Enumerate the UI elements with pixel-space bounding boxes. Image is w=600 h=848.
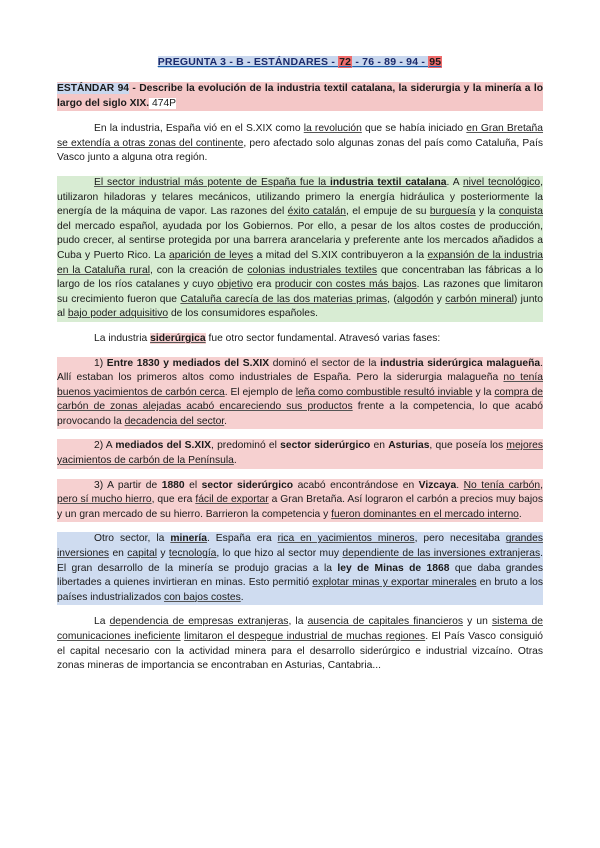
text-run: . El gran desarrollo de la minería se produjo gracias a la [57, 548, 543, 574]
text-run: La industria [94, 332, 151, 344]
text-run: , que era [151, 494, 196, 506]
text-run: nivel tecnológico [462, 176, 541, 188]
paragraph-fase-3 [57, 479, 543, 523]
text-run: . El ejemplo de [224, 386, 296, 398]
text-run: ley de Minas de 1868 [337, 562, 450, 574]
text-run: , pero afectado solo algunas zonas del país como Cataluña, País Vasco junto a alguna otra región. [57, 137, 543, 164]
text-run: en [370, 440, 389, 452]
paragraph-textil [57, 176, 543, 322]
text-run: era [252, 279, 275, 291]
text-run: pero sí mucho hierro [57, 494, 152, 506]
text-run: , lo que hizo al sector muy [216, 548, 343, 560]
text-run: compra de carbón de zonas alejadas acabó encareciendo sus productos [57, 386, 543, 413]
text-run: fácil de exportar [195, 494, 269, 506]
text-run: industria textil catalana [330, 176, 447, 188]
text-run: sector siderúrgico [280, 440, 371, 452]
standard-description: - Describe la evolución de la industria textil catalana, la siderurgia y la minería a lo largo del siglo XIX. [57, 83, 543, 109]
text-run: sistema de comunicaciones ineficiente [57, 616, 543, 642]
text-run: , el empuje de su [346, 206, 430, 218]
text-run: , utilizaron hiladoras y telares mecánicos, utilizando primero la energía hidráulica y posteriormente la energía de la máquina de vapor. Las razones del [57, 176, 543, 218]
text-run: explotar minas y exportar minerales [312, 577, 477, 589]
text-run: , pero necesitaba [414, 533, 506, 545]
text-run: , [540, 479, 543, 491]
title-standard-72: 72 [339, 56, 352, 68]
text-run: capital [127, 548, 158, 560]
text-run: En la industria, España vió en el S.XIX como [94, 123, 304, 135]
title-standards-list: - 76 - 89 - 94 - [352, 56, 429, 68]
standard-code: ESTÁNDAR 94 [57, 83, 130, 94]
text-run: . Allí estaban los primeros altos como industriales de España. Pero la siderurgia malagueña [57, 357, 543, 384]
text-run: Vizcaya [418, 479, 457, 491]
page-reference: 474P [149, 97, 177, 109]
text-run: . [240, 591, 244, 603]
text-run: , la [288, 616, 308, 628]
text-run: minería [170, 533, 207, 545]
text-run: mediados del S.XIX [115, 440, 211, 452]
text-run: colonias industriales textiles [247, 264, 378, 276]
text-run: en bruto a los países industrializados [57, 577, 543, 603]
page-title [57, 56, 543, 68]
standard-heading [57, 82, 543, 111]
text-run: . [224, 415, 228, 427]
text-run: 2) A [94, 440, 116, 452]
title-prefix: PREGUNTA 3 - B - ESTÁNDARES - [157, 56, 339, 68]
text-run: , ( [387, 293, 397, 305]
text-run: objetivo [217, 279, 253, 291]
text-run: no tenía buenos yacimientos de carbón cerca [57, 372, 543, 398]
text-run: . A [446, 176, 463, 188]
text-run: dependiente de las inversiones extranjeras [342, 548, 541, 560]
text-run: . [233, 455, 237, 467]
text-run: , predominó el [211, 440, 281, 452]
text-run: a Gran Bretaña. Así lograron el carbón a precios muy bajos y un gran mercado de su hierro. Barrieron la competencia y [57, 494, 543, 520]
text-run: que concentraban las fábricas a lo largo de los ríos catalanes y cuyo [57, 264, 543, 291]
paragraph-intro [57, 122, 543, 166]
text-run: y [157, 548, 169, 560]
text-run: . El País Vasco consiguió el capital necesario con la actividad minera para el desarrollo siderúrgico e industrial vizcaíno. Otras zonas mineras de importancia se encontraban en Asturias, Cantabria... [57, 631, 543, 672]
text-run: , que poseía los [429, 440, 507, 452]
text-run: frente a la competencia, lo que acabó provocando la [57, 401, 544, 427]
text-run: leña como combustible resultó inviable [295, 386, 473, 398]
text-run: fue otro sector fundamental. Atravesó varias fases: [205, 332, 441, 344]
text-run: dependencia de empresas extranjeras [109, 616, 289, 628]
text-run: en Gran Bretaña se extendía a otras zonas del continente [57, 123, 543, 149]
text-run: La [94, 616, 110, 628]
text-run: acabó encontrándose en [293, 479, 419, 491]
text-run: bajo poder adquisitivo [67, 308, 169, 320]
text-run: con bajos costes [164, 591, 241, 603]
text-run: mejores yacimientos de carbón de la Península [57, 440, 543, 467]
text-run: , con la creación de [149, 264, 248, 276]
text-run: burguesía [429, 206, 476, 218]
text-run: 3) A partir de [94, 479, 162, 491]
text-run: expansión de la industria en la Cataluña rural [57, 249, 543, 276]
text-run: decadencia del sector [124, 415, 225, 427]
paragraph-mineria [57, 532, 543, 605]
text-run: 1) [94, 357, 107, 369]
document-page [57, 56, 543, 684]
text-run: y la [472, 386, 495, 398]
text-run: ) junto al [57, 293, 544, 320]
text-run: Entre 1830 y mediados del S.XIX [106, 357, 270, 369]
text-run: en [109, 548, 128, 560]
paragraph-fase-1 [57, 357, 543, 430]
text-run: el [184, 479, 202, 491]
text-run: ausencia de capitales financieros [307, 616, 463, 628]
paragraph-limitaciones [57, 615, 543, 673]
paragraph-siderurgia-intro [57, 332, 543, 347]
text-run: y la [475, 206, 499, 218]
text-run: aparición de leyes [169, 249, 254, 261]
text-run: la revolución [303, 123, 362, 135]
text-run: . [518, 508, 522, 520]
text-run: carbón mineral [445, 293, 514, 305]
text-run: Otro sector, la [94, 533, 171, 545]
text-run: No tenía carbón [463, 479, 541, 491]
text-run: limitaron el despegue industrial de muchas regiones [184, 631, 426, 642]
text-run: y un [463, 616, 492, 628]
text-run: que se había iniciado [361, 123, 467, 135]
text-run: . Las razones que limitaron su crecimiento fueron que [57, 279, 544, 305]
paragraph-fase-2 [57, 439, 543, 468]
text-run: Asturias [388, 440, 430, 452]
text-run: y [433, 293, 446, 305]
text-run: siderúrgica [150, 332, 206, 344]
text-run: conquista [498, 206, 543, 218]
text-run: fueron dominantes en el mercado interno [331, 508, 519, 520]
text-run: que daba grandes libertades a quienes invirtieran en minas. Esto permitió [57, 562, 543, 589]
text-run: . España era [206, 533, 278, 545]
text-run: a mitad del S.XIX contribuyeron a la [253, 249, 428, 261]
text-run: industria siderúrgica malagueña [380, 357, 541, 369]
text-run: éxito catalán [287, 206, 346, 218]
text-run: rica en yacimientos mineros [277, 533, 415, 545]
title-standard-95: 95 [429, 56, 442, 68]
text-run: producir con costes más bajos [274, 279, 417, 291]
text-run: sector siderúrgico [201, 479, 294, 491]
text-run: 1880 [161, 479, 185, 491]
text-run: dominó el sector de la [269, 357, 381, 369]
text-run: algodón [396, 293, 434, 305]
text-run: grandes inversiones [57, 533, 543, 560]
text-run: tecnología [168, 548, 217, 560]
text-run: El sector industrial más potente de España fue la [94, 176, 331, 188]
text-run: . [456, 479, 464, 491]
text-run: del mercado español, ayudada por los Gobiernos. Por ello, a pesar de los altos costes de producción, pudo crecer, al sentirse protegida por una barrera arancelaria y preferente ante los mercados añadidos a Cuba y Puerto Rico. La [57, 220, 543, 261]
text-run: Cataluña carecía de las dos materias primas [180, 293, 388, 305]
text-run: de los consumidores españoles. [168, 308, 319, 320]
